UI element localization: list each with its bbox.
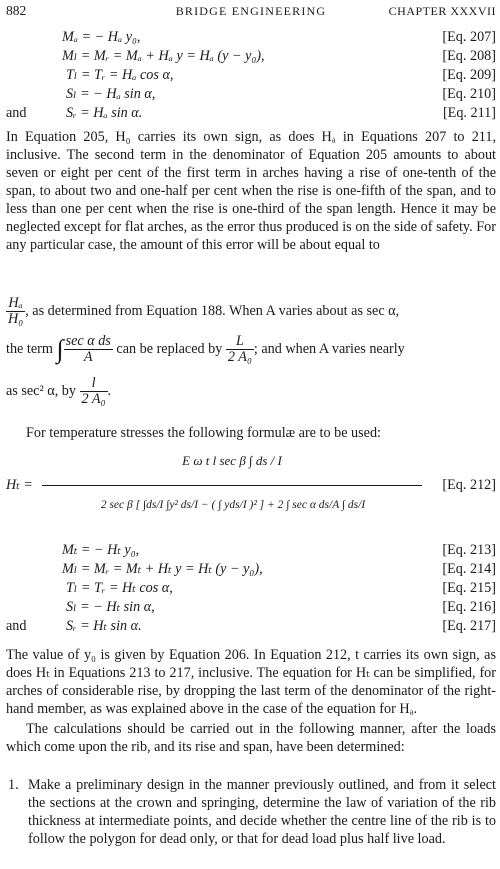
page-header xyxy=(6,2,496,20)
paragraph-procedure-intro: The calculations should be carried out in the following manner, after the loads which come upon the rib, and its rise and span, have been determined: xyxy=(6,721,496,755)
equation-207: Mₐ = − Hₐ y₀, [Eq. 207] xyxy=(62,29,496,45)
eq212-numerator: E ω t l sec β ∫ ds / I xyxy=(182,453,282,468)
term-replacement-line: the term ∫ $\frac{\text{sec α ds}}{A}$ can be replaced by $\frac{L}{\text{2 A₀}}$ ; and when A varies nearly xyxy=(6,333,405,365)
equation-211: and Sᵣ = Hₐ sin α. [Eq. 211] xyxy=(6,105,496,121)
chapter-label: CHAPTER XXXVII xyxy=(388,4,496,18)
equation-208: Mₗ = Mᵣ = Mₐ + Hₐ y = Hₐ (y − y₀), [Eq. 208] xyxy=(62,48,496,64)
equation-213: Mₜ = − Hₜ y₀, [Eq. 213] xyxy=(62,542,496,558)
equation-216: Sₗ = − Hₜ sin α, [Eq. 216] xyxy=(66,599,496,615)
equation-212: Hₜ = E ω t l sec β ∫ ds / I 2 sec β [ ∫ds/I ∫y² ds/I − ( ∫ yds/I )² ] + 2 ∫ sec α ds/A ∫ ds/I [Eq. 212] xyxy=(6,452,496,532)
paragraph-temperature-intro: For temperature stresses the following formulæ are to be used: xyxy=(26,425,381,441)
integral-fraction: $\frac{\text{sec α ds}}{A}$ xyxy=(65,333,111,365)
paragraph-y0-note: The value of y₀ is given by Equation 206. In Equation 212, t carries its own sign, as does Hₜ in Equations 213 to 217, inclusive. The equation for Hₜ can be simplified, for arches of considerable rise, by dropping the last term of the denominator of the right-hand member, as was explained above in the case of the equation for Hₐ. xyxy=(6,647,496,717)
running-title: BRIDGE ENGINEERING xyxy=(175,4,327,18)
integral-sign: ∫ xyxy=(56,334,64,364)
eq212-fraction-bar xyxy=(42,485,422,486)
equation-214: Mₗ = Mᵣ = Mₜ + Hₜ y = Hₜ (y − y₀), [Eq. 214] xyxy=(62,561,496,577)
equation-210: Sₗ = − Hₐ sin α, [Eq. 210] xyxy=(66,86,496,102)
sec-squared-line: as sec² α, by $\frac{l}{\text{2 A₀}}$ . xyxy=(6,375,112,407)
ratio-fraction: $\frac{\text{Hₐ}}{\text{H₀}}$ xyxy=(8,295,24,327)
replacement-fraction: $\frac{L}{\text{2 A₀}}$ xyxy=(227,333,252,365)
page-number: 882 xyxy=(6,3,27,18)
paragraph-error-discussion: In Equation 205, H₀ carries its own sign, as does Hₐ in Equations 207 to 211, inclusive. The second term in the denominator of Equation 205 amounts to about seven or eight per cent of the first term in arches having a rise of one-tenth of the span, to about two and one-half per cent when the rise is one-fifth of the span, and to less than one per cent when the rise is one-third of the span length. Hence it may be neglected except for flat arches, as the error thus produced is on the side of safety. For any particular case, the amount of this error will be about equal to xyxy=(6,129,496,253)
equation-209: Tₗ = Tᵣ = Hₐ cos α, [Eq. 209] xyxy=(66,67,496,83)
list-item-1: 1. Make a preliminary design in the manner previously outlined, and from it select the sections at the crown and springing, determine the law of variation of the rib thickness at intermediate points, and decide whether the centre line of the rib is to follow the polygon for dead only, or that for dead load plus half live load. xyxy=(8,777,496,847)
equation-217: and Sᵣ = Hₜ sin α. [Eq. 217] xyxy=(6,618,496,634)
eq212-denominator: 2 sec β [ ∫ds/I ∫y² ds/I − ( ∫ yds/I )² ] + 2 ∫ sec α ds/A ∫ ds/I xyxy=(100,499,366,511)
sec-squared-fraction: $\frac{l}{\text{2 A₀}}$ xyxy=(81,375,106,407)
ratio-line: $\frac{\text{Hₐ}}{\text{H₀}}$ , as determined from Equation 188. When A varies about as sec α, xyxy=(8,295,400,327)
equation-215: Tₗ = Tᵣ = Hₜ cos α, [Eq. 215] xyxy=(66,580,496,596)
